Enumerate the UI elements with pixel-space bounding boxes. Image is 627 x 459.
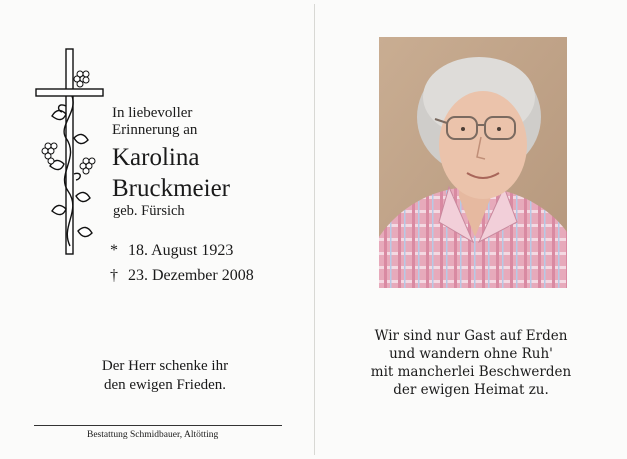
intro-line: Erinnerung an (112, 122, 198, 138)
first-name: Karolina (112, 144, 200, 171)
poem-text (337, 327, 605, 399)
right-panel (315, 0, 627, 459)
birth-date: 18. August 1923 (128, 242, 234, 259)
birth-symbol: * (110, 242, 118, 259)
poem-line: der ewigen Heimat zu. (393, 382, 549, 398)
poem-line: und wandern ohne Ruh' (389, 346, 553, 362)
deceased-name (112, 142, 230, 204)
death-date: 23. Dezember 2008 (128, 267, 254, 284)
intro-line: In liebevoller (112, 105, 193, 121)
blessing-line: den ewigen Frieden. (103, 377, 227, 393)
poem-line: Wir sind nur Gast auf Erden (374, 328, 568, 344)
birth-name: geb. Fürsich (113, 203, 185, 219)
undertaker-credit: Bestattung Schmidbauer, Altötting (87, 430, 219, 440)
intro-text (112, 105, 197, 139)
death-symbol: † (110, 267, 118, 284)
divider-line (34, 425, 282, 426)
blessing-line: Der Herr schenke ihr (101, 358, 229, 374)
cross-with-grapevine-icon (30, 46, 110, 261)
blessing-text (60, 357, 270, 395)
life-dates (110, 238, 254, 288)
poem-line: mit mancherlei Beschwerden (370, 364, 572, 380)
death-row (110, 263, 254, 288)
portrait-photo (379, 37, 567, 288)
birth-row (110, 238, 254, 263)
last-name: Bruckmeier (112, 175, 231, 202)
